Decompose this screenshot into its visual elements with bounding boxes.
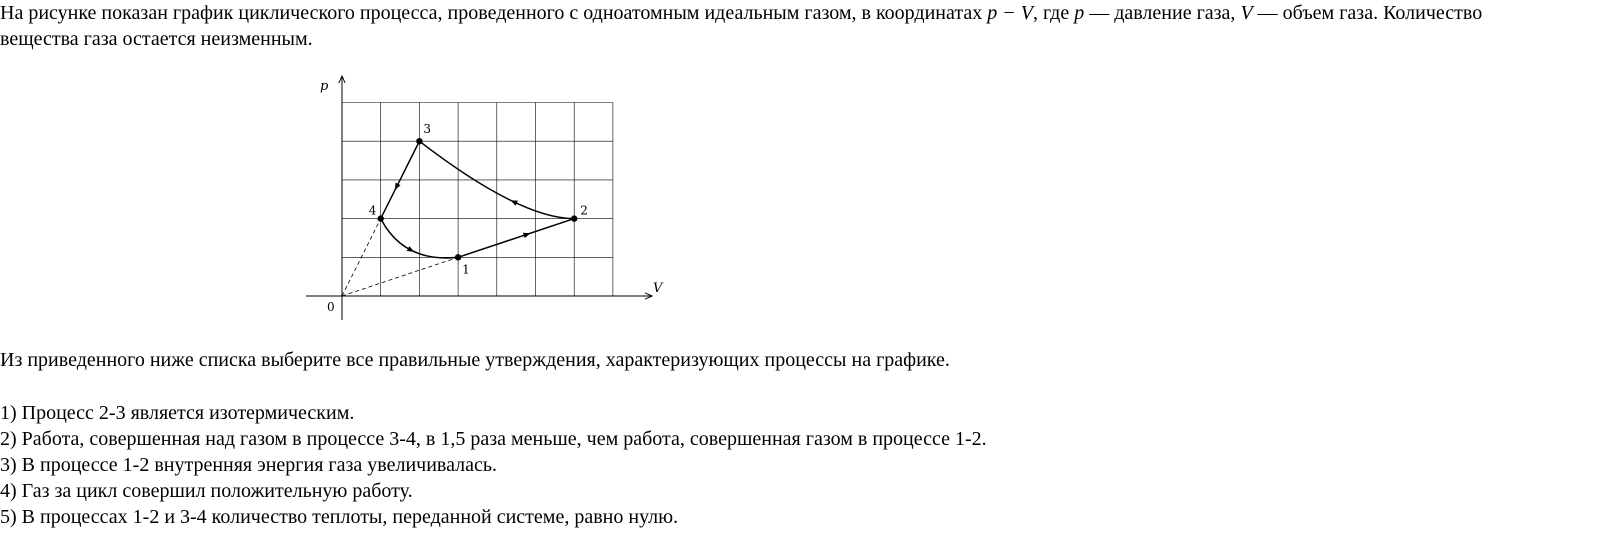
coords-formula: p − V <box>987 2 1033 24</box>
point-2 <box>571 215 577 221</box>
problem-intro <box>0 0 1560 52</box>
pv-diagram <box>300 70 680 330</box>
point-1 <box>455 254 461 260</box>
point-label-1: 1 <box>462 262 470 277</box>
point-4 <box>378 215 384 221</box>
option-1: 1) Процесс 2-3 является изотермическим. <box>0 402 355 424</box>
option-4: 4) Газ за цикл совершил положительную работу. <box>0 480 413 502</box>
option-2: 2) Работа, совершенная над газом в процессе 3-4, в 1,5 раза меньше, чем работа, совершенная газом в процессе 1-2. <box>0 428 987 450</box>
pressure-symbol: p <box>1074 2 1085 24</box>
question-text: Из приведенного ниже списка выберите все правильные утверждения, характеризующих процессы на графике. <box>0 349 950 371</box>
origin-label: 0 <box>327 300 335 314</box>
dashed-line-1 <box>342 257 458 296</box>
axes <box>306 76 652 320</box>
intro-text-4: — объем газа. Количество вещества газа остается неизменным. <box>0 2 1483 50</box>
cycle-curves <box>381 141 575 258</box>
cycle-points <box>369 122 588 276</box>
intro-text-3: — давление газа, <box>1084 2 1241 24</box>
point-3 <box>416 138 422 144</box>
volume-symbol: V <box>1240 2 1253 24</box>
intro-text-1: На рисунке показан график циклического процесса, проведенного с одноатомным идеальным газом, в координатах <box>0 2 988 24</box>
grid <box>342 103 613 297</box>
point-label-3: 3 <box>423 122 432 137</box>
process-1-2 <box>458 219 574 258</box>
pv-diagram-svg <box>300 70 680 330</box>
point-label-4: 4 <box>368 203 377 218</box>
intro-text-2: , где <box>1032 2 1075 24</box>
options-list <box>0 400 987 530</box>
axis-v-label: V <box>653 281 663 296</box>
option-5: 5) В процессах 1-2 и 3-4 количество теплоты, переданной системе, равно нулю. <box>0 506 679 528</box>
axis-p-label: p <box>320 79 329 94</box>
option-3: 3) В процессе 1-2 внутренняя энергия газа увеличивалась. <box>0 454 497 476</box>
point-label-2: 2 <box>580 203 588 218</box>
